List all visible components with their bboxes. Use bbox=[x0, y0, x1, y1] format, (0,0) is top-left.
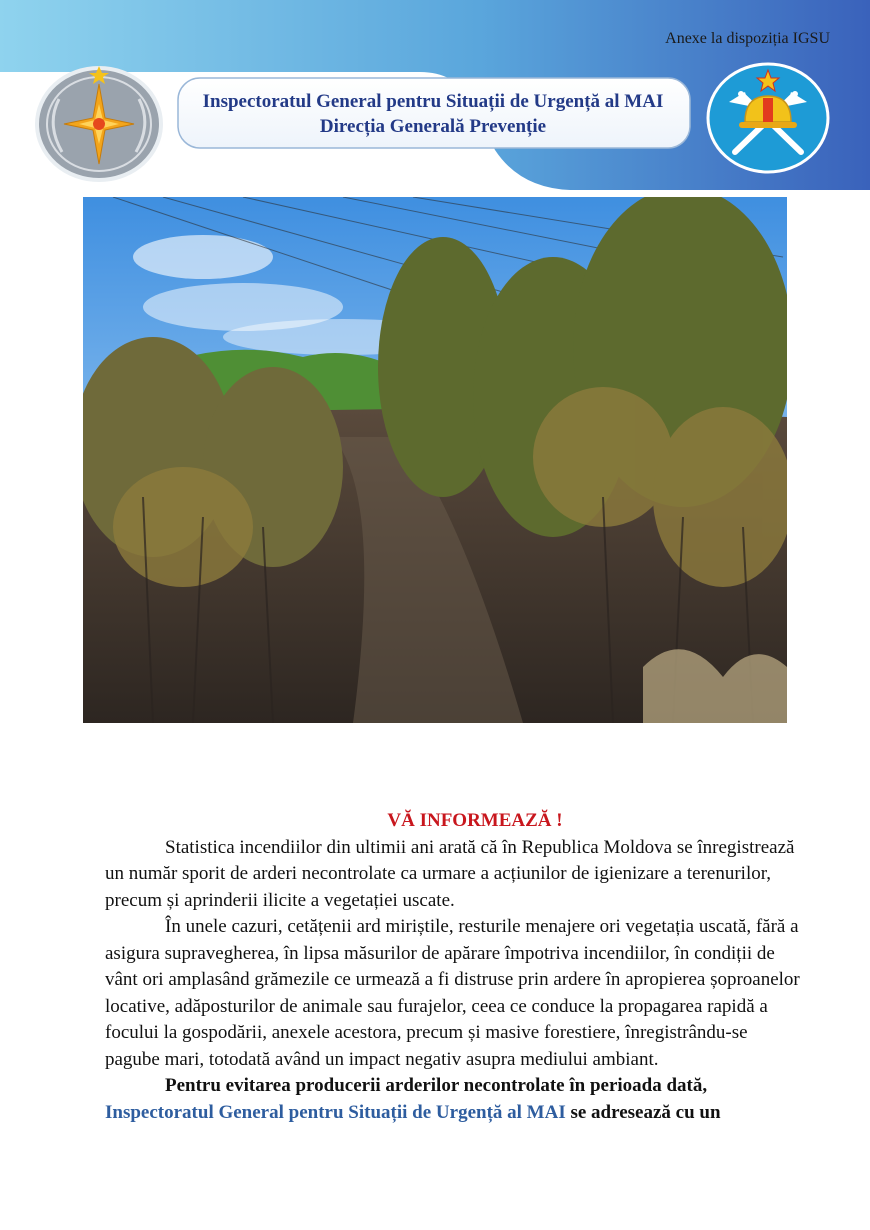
igsu-emblem-icon bbox=[34, 64, 164, 184]
paragraph-statistics: Statistica incendiilor din ultimii ani arată că în Republica Moldova se înregistrează un număr sporit de arderi necontrolate ca urmare a acțiunilor de igienizare a terenurilor, precum și aprinderii ilicite a vegetației uscate. bbox=[105, 836, 795, 911]
organisation-reference: Inspectoratul General pentru Situații de Urgență al MAI bbox=[105, 1101, 566, 1123]
paragraph-appeal-intro: Pentru evitarea producerii arderilor necontrolate în perioada dată, bbox=[165, 1075, 708, 1096]
article-body bbox=[105, 808, 805, 1126]
paragraph-appeal-line bbox=[105, 1100, 805, 1127]
paragraph-causes: În unele cazuri, cetățenii ard miriștile, resturile menajere ori vegetația uscată, fără a asigura supravegherea, în lipsa măsurilor de apărare împotriva incendiilor, în condiții de vânt ori amplasând grămezile ce urmează a fi distruse prin ardere în apropierea șoproanelor locative, adăposturilor de animale sau furajelor, ceea ce conduce la propagarea rapidă a focului la gospodării, anexele acestora, precum și masive forestiere, înregistrându-se pagube mari, totodată având un impact negativ asupra mediului ambiant. bbox=[105, 916, 800, 1070]
burned-vegetation-photo bbox=[83, 197, 787, 723]
organisation-name: Inspectoratul General pentru Situații de Urgență al MAI bbox=[202, 91, 664, 112]
organisation-directorate: Direcția Generală Prevenție bbox=[319, 116, 547, 137]
firefighter-emblem-icon bbox=[705, 62, 831, 174]
organisation-title bbox=[178, 80, 688, 146]
annex-note: Anexe la dispoziția IGSU bbox=[665, 30, 830, 47]
article-title: VĂ INFORMEAZĂ ! bbox=[387, 810, 563, 831]
appeal-tail: se adresează cu un bbox=[570, 1101, 721, 1123]
